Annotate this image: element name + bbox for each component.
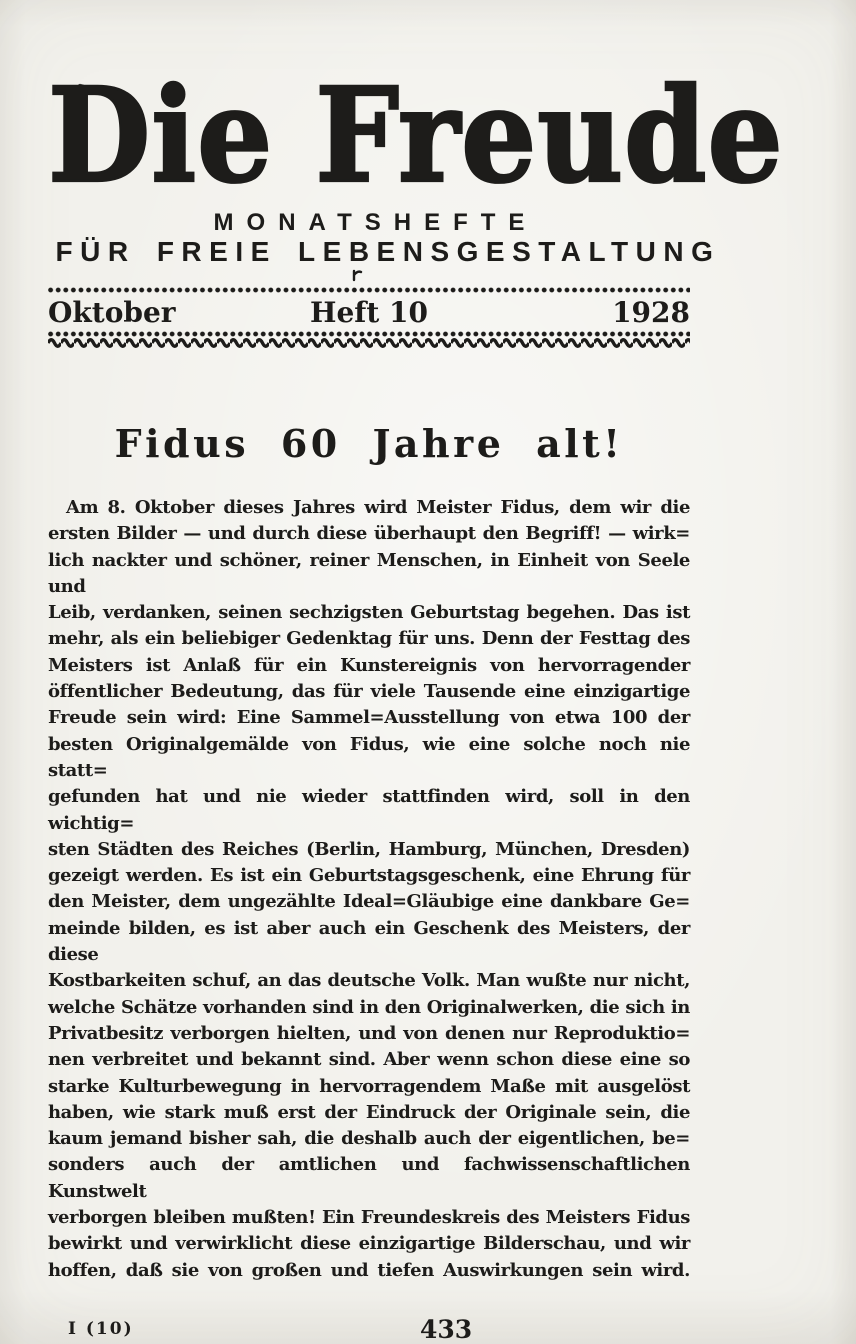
- dotted-rule-top: [48, 287, 690, 293]
- masthead-subtitle-line1: MONATSHEFTE: [213, 209, 538, 236]
- article-body: [48, 495, 690, 1284]
- printers-ink-mark: [351, 269, 363, 282]
- article-body-line: welche Schätze vorhanden sind in den Originalwerken, die sich in: [48, 996, 690, 1018]
- wavy-rule: [48, 336, 690, 350]
- article-body-line: meinde bilden, es ist aber auch ein Geschenk des Meisters, der diese: [48, 917, 690, 966]
- article-body-line: starke Kulturbewegung in hervorragendem Maße mit ausgelöst: [48, 1075, 690, 1097]
- issue-year: 1928: [612, 296, 690, 329]
- masthead: [48, 58, 784, 350]
- article-body-line: gezeigt werden. Es ist ein Geburtstagsgeschenk, eine Ehrung für: [48, 865, 690, 887]
- article-body-line: den Meister, dem ungezählte Ideal=Gläubige eine dankbare Ge=: [48, 891, 690, 913]
- page-number: 433: [420, 1314, 473, 1344]
- article-body-line: bewirkt und verwirklicht diese einzigartige Bilderschau, und wir: [48, 1233, 690, 1255]
- article-body-line: mehr, als ein beliebiger Gedenktag für uns. Denn der Festtag des: [48, 628, 690, 650]
- issue-number: Heft 10: [310, 296, 428, 329]
- article-body-line: hoffen, daß sie von großen und tiefen Auswirkungen sein wird.: [48, 1259, 690, 1281]
- article-body-line: sonders auch der amtlichen und fachwissenschaftlichen Kunstwelt: [48, 1154, 690, 1202]
- article-body-line: gefunden hat und nie wieder stattfinden wird, soll in den wichtig=: [48, 786, 690, 834]
- article-body-line: Kostbarkeiten schuf, an das deutsche Volk. Man wußte nur nicht,: [48, 970, 690, 992]
- article-body-line: lich nackter und schöner, reiner Menschen, in Einheit von Seele und: [48, 549, 690, 597]
- article-body-line: Privatbesitz verborgen hielten, und von denen nur Reproduktio=: [48, 1022, 690, 1044]
- article-body-line: verborgen bleiben mußten! Ein Freundeskreis des Meisters Fidus: [48, 1207, 690, 1229]
- article-body-line: haben, wie stark muß erst der Eindruck der Originale sein, die: [48, 1101, 690, 1123]
- article-body-line: sten Städten des Reiches (Berlin, Hamburg, München, Dresden): [48, 838, 690, 860]
- article-body-line: ersten Bilder — und durch diese überhaupt den Begriff! — wirk=: [48, 523, 690, 545]
- page-footer: [48, 1315, 690, 1344]
- issue-info-row: [48, 296, 690, 330]
- masthead-subtitle-line2: FÜR FREIE LEBENSGESTALTUNG: [55, 236, 721, 267]
- article-body-line: besten Originalgemälde von Fidus, wie eine solche noch nie statt=: [48, 733, 690, 781]
- article-body-line: Am 8. Oktober dieses Jahres wird Meister Fidus, dem wir die: [66, 497, 690, 518]
- article-body-line: Freude sein wird: Eine Sammel=Ausstellung von etwa 100 der: [48, 707, 690, 729]
- type-area: [48, 0, 784, 1344]
- article-title: Fidus 60 Jahre alt!: [114, 421, 624, 466]
- issue-month: Oktober: [48, 296, 176, 329]
- article-body-line: Leib, verdanken, seinen sechzigsten Geburtstag begehen. Das ist: [48, 602, 690, 624]
- article-body-line: kaum jemand bisher sah, die deshalb auch der eigentlichen, be=: [48, 1128, 690, 1150]
- article-body-line: öffentlicher Bedeutung, das für viele Tausende eine einzigartige: [48, 681, 690, 703]
- article-body-line: nen verbreitet und bekannt sind. Aber wenn schon diese eine so: [48, 1049, 690, 1071]
- magazine-title: Die Freude: [48, 58, 784, 212]
- signature-mark: I (10): [68, 1318, 134, 1339]
- article-body-line: Meisters ist Anlaß für ein Kunstereignis von hervorragender: [48, 654, 690, 676]
